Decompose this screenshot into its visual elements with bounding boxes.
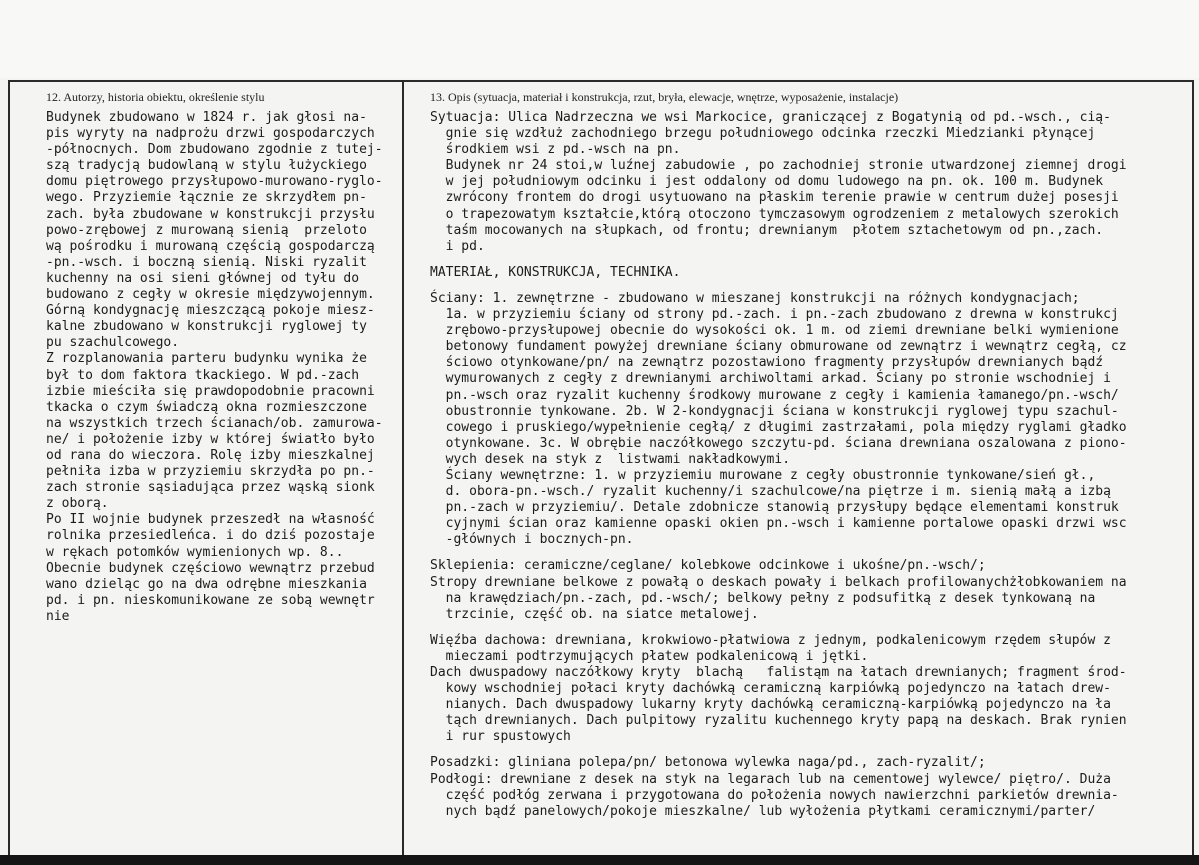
text-line: i rur spustowych bbox=[430, 729, 571, 745]
text-line: kuchenny na osi sieni głównej od tyłu do bbox=[46, 270, 360, 286]
text-line: i pd. bbox=[430, 238, 485, 254]
text-line: Budynek zbudowano w 1824 r. jak głosi na- bbox=[46, 110, 367, 125]
text-line: wymurowanych z cegły z drewnianymi archiwoltami arkad. Ściany po stronie wschodniej i bbox=[430, 371, 1111, 387]
text-line: kowy wschodniej połaci kryty dachówką ceramiczną karpiówką pojedynczo na łatach drew- bbox=[430, 681, 1111, 697]
text-line: Podłogi: drewniane z desek na styk na legarach lub na cementowej wylewce/ piętro/. Duża bbox=[430, 771, 1111, 787]
text-line: Ściany: 1. zewnętrzne - zbudowano w mieszanej konstrukcji na różnych kondygnacjach; bbox=[430, 290, 1080, 306]
text-line: wego. Przyziemie łącznie ze skrzydłem pn- bbox=[46, 190, 367, 206]
text-line: rolnika przesiedleńca. i do dziś pozostaje bbox=[46, 528, 375, 544]
text-line: 1a. w przyziemiu ściany od strony pd.-zach. i pn.-zach zbudowano z drewna w konstrukcj bbox=[430, 307, 1119, 323]
text-line: ne/ i położenie izby w której światło było bbox=[46, 431, 375, 447]
text-line: zwrócony frontem do drogi usytuowano na płaskim terenie prawie w centrum dużej posesji bbox=[430, 190, 1119, 206]
form-right-border bbox=[1192, 80, 1194, 865]
text-line: d. obora-pn.-wsch./ ryzalit kuchenny/i szachulcowe/na piętrze i m. sienią małą a izbą bbox=[430, 484, 1111, 500]
paragraph bbox=[430, 291, 1190, 549]
text-line: Obecnie budynek częściowo wewnątrz przebud bbox=[46, 560, 375, 576]
paragraph bbox=[430, 633, 1190, 746]
text-line: pn.-zach w przyziemiu/. Detale zdobnicze stanowią przysłupy będące elementami konstruk bbox=[430, 500, 1119, 516]
paragraph-gap bbox=[430, 281, 1190, 291]
text-line: część podłóg zerwana i przygotowana do położenia nowych nawierzchni parkietów drewnia- bbox=[430, 787, 1119, 803]
text-line: pn.-wsch oraz ryzalit kuchenny środkowy murowane z cegły i kamienia łamanego/pn.-wsch/ bbox=[430, 387, 1119, 403]
text-line: domu piętrowego przysłupowo-murowano-ryglo- bbox=[46, 174, 383, 190]
text-line: cowego i pruskiego/wypełnienie cegłą/ z długimi zastrzałami, pola między ryglami gładko bbox=[430, 419, 1127, 435]
paragraph bbox=[430, 110, 1190, 255]
form-top-border bbox=[8, 80, 1194, 82]
text-line: na wszystkich trzech ścianach/ob. zamurowa- bbox=[46, 415, 383, 431]
text-line: obustronnie tynkowane. 2b. W 2-kondygnacji ściana w konstrukcji ryglowej typu szachul- bbox=[430, 403, 1119, 419]
text-line: od rana do wieczora. Rolę izby mieszkalnej bbox=[46, 447, 375, 463]
text-line: -głównych i bocznych-pn. bbox=[430, 532, 634, 548]
text-line: Dach dwuspadowy naczółkowy kryty blachą falistąm na łatach drewnianych; fragment środ- bbox=[430, 665, 1127, 680]
text-line: zach. była zbudowane w konstrukcji przysłu bbox=[46, 206, 375, 222]
page-top-margin bbox=[0, 0, 1199, 78]
paragraph-gap bbox=[430, 623, 1190, 633]
text-line: nych bądź panelowych/pokoje mieszkalne/ lub wyłożenia płytkami ceramicznymi/parter/ bbox=[430, 803, 1096, 819]
text-line: kalne zbudowano w konstrukcji ryglowej ty bbox=[46, 319, 367, 335]
paragraph-gap bbox=[430, 255, 1190, 265]
text-line: pełniła izba w przyziemiu skrzydła po pn.- bbox=[46, 464, 375, 480]
form-left-border bbox=[8, 80, 10, 865]
section-12-heading: 12. Autorzy, historia obiektu, określenie stylu bbox=[46, 90, 265, 104]
description-text bbox=[430, 110, 1190, 820]
text-line: -pn.-wsch. i boczną sienią. Niski ryzalit bbox=[46, 254, 367, 270]
text-line: cyjnymi ścian oraz kamienne opaski okien pn.-wsch i kamienne portalowe opaski drzwi wsc bbox=[430, 516, 1127, 532]
paragraph-gap bbox=[430, 548, 1190, 558]
text-line: w rękach potomków wymienionych wp. 8.. bbox=[46, 544, 344, 560]
text-line: mieczami podtrzymujących płatew podkalenicową i jętki. bbox=[430, 648, 869, 664]
paragraph bbox=[430, 755, 1190, 819]
text-line: MATERIAŁ, KONSTRUKCJA, TECHNIKA. bbox=[430, 264, 681, 280]
text-line: zach stronie sąsiadująca przez wąską sionk bbox=[46, 480, 375, 496]
text-line: Po II wojnie budynek przeszedł na własność bbox=[46, 512, 375, 528]
text-line: zrębowo-przysłupowej obecnie do wysokości ok. 1 m. od ziemi drewniane belki wymienione bbox=[430, 323, 1119, 339]
text-line: budowano z cegły w okresie międzywojennym. bbox=[46, 287, 375, 303]
text-line: taśm mocowanych na słupkach, od frontu; drewnianym płotem sztachetowym od pn.,zach. bbox=[430, 222, 1104, 238]
text-line: Stropy drewniane belkowe z powałą o deskach powały i belkach profilowanychżłobkowaniem na bbox=[430, 574, 1127, 590]
text-line: o trapezowatym kształcie,którą otoczono tymczasowym ogrodzeniem z metalowych szerokich bbox=[430, 206, 1119, 222]
text-line: gnie się wzdłuż zachodniego brzegu południowego odcinka rzeczki Miedzianki płynącej bbox=[430, 126, 1096, 142]
text-line: wych desek na styk z listwami nakładkowymi. bbox=[430, 451, 791, 467]
text-line: Sytuacja: Ulica Nadrzeczna we wsi Markocice, graniczącej z Bogatynią od pd.-wsch., cią- bbox=[430, 110, 1111, 125]
text-line: z oborą. bbox=[46, 496, 109, 512]
text-line: Ściany wewnętrzne: 1. w przyziemiu murowane z cegły obustronnie tynkowane/sień gł., bbox=[430, 467, 1096, 483]
history-text bbox=[46, 110, 398, 625]
text-line: wano dzieląc go na dwa odrębne mieszkania bbox=[46, 576, 367, 592]
column-divider bbox=[402, 80, 404, 865]
text-line: -północnych. Dom zbudowano zgodnie z tutej- bbox=[46, 142, 383, 158]
text-line: wą pośrodku i murowaną częścią gospodarczą bbox=[46, 238, 375, 254]
text-line: Więźba dachowa: drewniana, krokwiowo-płatwiowa z jednym, podkalenicowym rzędem słupów z bbox=[430, 632, 1111, 648]
text-line: pu szachulcowego. bbox=[46, 335, 180, 351]
text-line: Budynek nr 24 stoi,w luźnej zabudowie , po zachodniej stronie utwardzonej ziemnej drogi bbox=[430, 158, 1127, 174]
text-line: ściowo otynkowane/pn/ na zewnątrz pozostawiono fragmenty przysłupów drewnianych bądź bbox=[430, 355, 1104, 371]
text-line: Sklepienia: ceramiczne/ceglane/ kolebkowe odcinkowe i ukośne/pn.-wsch/; bbox=[430, 558, 986, 574]
text-line: trzcinie, część ob. na siatce metalowej. bbox=[430, 606, 759, 622]
text-line: betonowy fundament powyżej drewniane ściany obmurowane od zewnątrz i wewnątrz cegłą, cz bbox=[430, 339, 1127, 355]
text-line: tąch drewnianych. Dach pulpitowy ryzalitu kuchennego kryty papą na deskach. Brak rynien bbox=[430, 713, 1127, 729]
text-line: na krawędziach/pn.-zach, pd.-wsch/; belkowy pełny z podsufitką z desek tynkowaną na bbox=[430, 590, 1096, 606]
text-line: Z rozplanowania parteru budynku wynika że bbox=[46, 351, 367, 367]
text-line: nie bbox=[46, 608, 70, 624]
scan-bottom-edge bbox=[0, 855, 1199, 865]
text-line: izbie mieściła się prawdopodobnie pracowni bbox=[46, 383, 375, 399]
text-line: pd. i pn. nieskomunikowane ze sobą wewnętr bbox=[46, 592, 375, 608]
paragraph bbox=[430, 265, 1190, 281]
text-line: był to dom faktora tkackiego. W pd.-zach bbox=[46, 367, 360, 383]
paragraph-gap bbox=[430, 745, 1190, 755]
text-line: otynkowane. 3c. W obrębie naczółkowego szczytu-pd. ściana drewniana oszalowana z piono- bbox=[430, 435, 1127, 451]
text-line: tkacka o czym świadczą okna rozmieszczone bbox=[46, 399, 367, 415]
text-line: Posadzki: gliniana polepa/pn/ betonowa wylewka naga/pd., zach-ryzalit/; bbox=[430, 755, 986, 771]
text-line: pis wyryty na nadprożu drzwi gospodarczych bbox=[46, 126, 375, 142]
text-line: środkiem wsi z pd.-wsch na pn. bbox=[430, 142, 681, 158]
text-line: szą tradycją budowlaną w stylu łużyckiego bbox=[46, 158, 367, 174]
text-line: w jej południowym odcinku i jest oddalony od domu ludowego na pn. ok. 100 m. Budynek bbox=[430, 174, 1104, 190]
section-13-heading: 13. Opis (sytuacja, materiał i konstrukcja, rzut, bryła, elewacje, wnętrze, wyposażenie, instalacje) bbox=[430, 90, 899, 104]
text-line: nianych. Dach dwuspadowy lukarny kryty dachówką ceramiczną-karpiówką pojedynczo na ła bbox=[430, 697, 1111, 713]
text-line: Górną kondygnację mieszczącą pokoje miesz- bbox=[46, 303, 375, 319]
paragraph bbox=[430, 558, 1190, 622]
text-line: powo-zrębowej z murowaną sienią przeloto bbox=[46, 222, 367, 238]
